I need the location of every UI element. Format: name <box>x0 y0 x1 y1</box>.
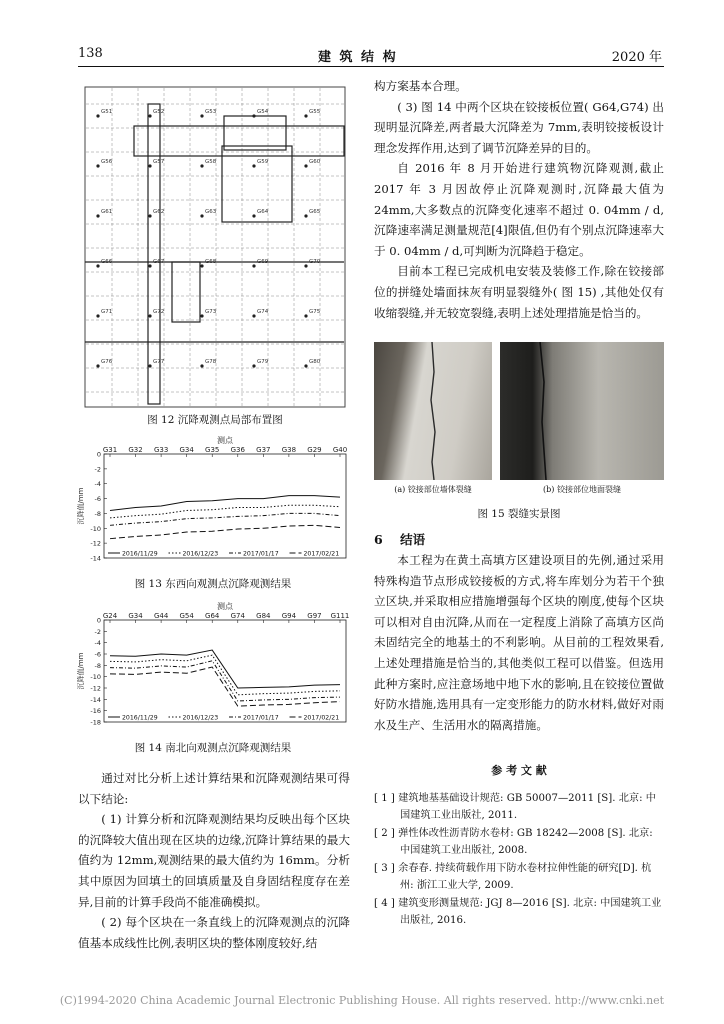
survey-point-label: G69 <box>257 259 269 265</box>
survey-point <box>200 164 203 167</box>
survey-point-label: G70 <box>309 259 321 265</box>
x-tick-label: G38 <box>281 446 297 454</box>
survey-point <box>252 214 255 217</box>
y-tick-label: -6 <box>94 650 101 659</box>
y-axis-title: 沉降值/mm <box>77 652 85 690</box>
survey-point <box>252 264 255 267</box>
survey-point <box>304 114 307 117</box>
survey-point <box>148 214 151 217</box>
survey-point-label: G75 <box>309 309 321 315</box>
survey-point-label: G53 <box>205 109 217 115</box>
y-axis-title: 沉降值/mm <box>77 487 85 525</box>
section-number: 6 <box>374 532 383 547</box>
left-paragraph-2: ( 1) 计算分析和沉降观测结果均反映出每个区块的沉降较大值出现在区块的边缘,沉降计算结果的最大值约为 12mm,观测结果的最大值约为 16mm。分析其中原因为回填土的回填质量及自身固结程度存在差异,目前的计算手段尚不能准确模拟。 <box>78 812 350 909</box>
x-tick-label: G37 <box>256 446 271 454</box>
survey-point <box>200 264 203 267</box>
survey-point <box>200 364 203 367</box>
x-tick-label: G24 <box>102 612 118 620</box>
legend-label: 2017/02/21 <box>303 714 340 722</box>
survey-point <box>148 264 151 267</box>
x-tick-label: G29 <box>307 446 322 454</box>
legend-label: 2017/02/21 <box>303 550 340 558</box>
survey-point <box>96 164 99 167</box>
series-line <box>110 525 340 538</box>
conclusion-text <box>374 550 664 735</box>
right-paragraph-0: 构方案基本合理。 <box>374 79 467 93</box>
survey-point-label: G59 <box>257 159 269 165</box>
left-column-text <box>78 768 350 953</box>
survey-point <box>252 114 255 117</box>
y-tick-label: 0 <box>96 450 101 459</box>
plot-frame <box>104 454 346 558</box>
x-tick-label: G94 <box>281 612 297 620</box>
y-tick-label: -10 <box>90 673 101 682</box>
survey-point-label: G61 <box>101 209 113 215</box>
survey-point <box>96 114 99 117</box>
survey-point-label: G68 <box>205 259 217 265</box>
legend-label: 2017/01/17 <box>243 550 279 558</box>
survey-point <box>252 164 255 167</box>
fig15a-caption: (a) 铰接部位墙体裂缝 <box>394 485 472 494</box>
x-tick-label: G40 <box>332 446 348 454</box>
fig13-caption: 图 13 东西向观测点沉降观测结果 <box>134 578 292 590</box>
journal-title: 建 筑 结 构 <box>318 50 398 65</box>
survey-point <box>200 314 203 317</box>
survey-point <box>148 314 151 317</box>
right-column-text-top <box>374 76 664 323</box>
series-line <box>110 650 340 688</box>
survey-point <box>148 114 151 117</box>
right-paragraph-2: 自 2016 年 8 月开始进行建筑物沉降观测,截止 2017 年 3 月因故停止沉降观测时,沉降最大值为 24mm,大多数点的沉降变化速率不超过 0. 04mm / d,沉降速率满足测量规范[4]限值,但仍有个别点沉降速率大于 0. 04mm / d,可判断为沉降趋于稳定。 <box>374 161 664 258</box>
y-tick-label: -12 <box>90 539 101 548</box>
survey-point-label: G60 <box>309 159 321 165</box>
legend-label: 2016/11/29 <box>122 714 158 722</box>
x-tick-label: G34 <box>128 612 143 620</box>
y-tick-label: -2 <box>94 627 101 636</box>
x-tick-label: G97 <box>307 612 322 620</box>
y-tick-label: -14 <box>90 695 101 704</box>
survey-point-label: G66 <box>101 259 113 265</box>
right-paragraph-1: ( 3) 图 14 中两个区块在铰接板位置( G64,G74) 出现明显沉降差,两者最大沉降差为 7mm,表明铰接板设计理念发挥作用,达到了调节沉降差异的目的。 <box>374 99 664 155</box>
y-tick-label: -14 <box>90 554 101 563</box>
survey-point <box>96 364 99 367</box>
wall-crack-drawing <box>374 342 492 480</box>
survey-point-label: G56 <box>101 159 113 165</box>
x-tick-label: G32 <box>128 446 143 454</box>
survey-point-label: G57 <box>153 159 165 165</box>
reference-item: [ 1 ] 建筑地基基础设计规范: GB 50007—2011 [S]. 北京: 中国建筑工业出版社, 2011. <box>374 793 656 821</box>
survey-point-label: G76 <box>101 359 113 365</box>
survey-point-label: G65 <box>309 209 321 215</box>
survey-point <box>96 314 99 317</box>
survey-point-label: G51 <box>101 109 113 115</box>
x-tick-label: G64 <box>205 612 220 620</box>
x-tick-label: G44 <box>153 612 169 620</box>
y-tick-label: 0 <box>96 616 101 625</box>
x-tick-label: G54 <box>179 612 194 620</box>
series-line <box>110 655 340 695</box>
section-title: 结语 <box>400 532 426 547</box>
survey-point <box>200 214 203 217</box>
floor-crack-drawing <box>500 342 664 480</box>
survey-point-label: G72 <box>153 309 165 315</box>
y-tick-label: -16 <box>90 707 101 716</box>
reference-item: [ 3 ] 余春春. 持续荷载作用下防水卷材拉伸性能的研究[D]. 杭州: 浙江工业大学, 2009. <box>374 863 652 891</box>
fig15b-photo <box>500 342 664 480</box>
x-axis-title: 测点 <box>217 602 233 611</box>
survey-point-label: G63 <box>205 209 217 215</box>
survey-point <box>148 164 151 167</box>
x-tick-label: G84 <box>256 612 271 620</box>
x-tick-label: G33 <box>153 446 169 454</box>
y-tick-label: -12 <box>90 684 101 693</box>
conclusion-paragraph: 本工程为在黄土高填方区建设项目的先例,通过采用特殊构造节点形成铰接板的方式,将车库划分为若干个独立区块,并采取相应措施增强每个区块的刚度,使每个区块可以相对自由沉降,从而在一定程度上消除了高填方区尚未固结完全的地基土的不利影响。从目前的工程效果看,上述处理措施是恰当的,其他类似工程可以借鉴。但选用此种方案时,应注意场地中地下水的影响,且在铰接位置做好防水措施,选用具有一定变形能力的防水材料,做好对雨水及生产、生活用水的隔离措施。 <box>374 553 664 732</box>
page-number: 138 <box>78 46 103 61</box>
copyright-footer: (C)1994-2020 China Academic Journal Electronic Publishing House. All rights reserved. http://www.cnki.net <box>59 994 665 1007</box>
fig12-plan-drawing <box>84 86 346 408</box>
survey-point-label: G71 <box>101 309 113 315</box>
survey-point <box>304 364 307 367</box>
y-tick-label: -10 <box>90 524 101 533</box>
survey-point-label: G67 <box>153 259 165 265</box>
references-list <box>374 790 664 930</box>
fig15-caption: 图 15 裂缝实景图 <box>477 508 561 520</box>
y-tick-label: -18 <box>90 718 101 727</box>
survey-point-label: G55 <box>309 109 321 115</box>
fig15a-photo <box>374 342 492 480</box>
y-tick-label: -4 <box>94 480 101 489</box>
survey-point <box>96 214 99 217</box>
header-rule <box>78 66 664 67</box>
survey-point <box>304 314 307 317</box>
survey-point-label: G62 <box>153 209 165 215</box>
survey-point <box>252 364 255 367</box>
references-title: 参 考 文 献 <box>491 764 547 777</box>
plot-frame <box>104 620 346 722</box>
legend-label: 2016/11/29 <box>122 550 158 558</box>
survey-point-label: G64 <box>257 209 269 215</box>
legend-label: 2017/01/17 <box>243 714 279 722</box>
y-tick-label: -8 <box>94 661 101 670</box>
survey-point <box>304 164 307 167</box>
survey-point <box>304 214 307 217</box>
survey-point-label: G74 <box>257 309 269 315</box>
x-tick-label: G31 <box>102 446 118 454</box>
series-line <box>110 513 340 525</box>
survey-point-label: G54 <box>257 109 269 115</box>
survey-point <box>200 114 203 117</box>
year: 2020 年 <box>611 50 662 65</box>
survey-point-label: G73 <box>205 309 217 315</box>
survey-point <box>252 314 255 317</box>
fig12-caption: 图 12 沉降观测点局部布置图 <box>147 414 283 426</box>
section-6-heading <box>374 530 425 548</box>
survey-point-label: G80 <box>309 359 321 365</box>
x-tick-label: G36 <box>230 446 245 454</box>
x-axis-title: 测点 <box>217 436 233 445</box>
x-tick-label: G35 <box>205 446 220 454</box>
survey-point-label: G77 <box>153 359 165 365</box>
fig13-chart <box>74 434 352 572</box>
survey-point <box>304 264 307 267</box>
y-tick-label: -4 <box>94 639 101 648</box>
reference-item: [ 4 ] 建筑变形测量规范: JGJ 8—2016 [S]. 北京: 中国建筑工业出版社, 2016. <box>374 898 662 926</box>
x-tick-label: G111 <box>330 612 350 620</box>
fig14-caption: 图 14 南北向观测点沉降观测结果 <box>134 742 292 754</box>
left-paragraph-1: 通过对比分析上述计算结果和沉降观测结果可得以下结论: <box>78 771 350 806</box>
fig14-chart <box>74 600 352 736</box>
legend-label: 2016/12/23 <box>182 714 219 722</box>
survey-point <box>96 264 99 267</box>
y-tick-label: -8 <box>94 509 101 518</box>
series-line <box>110 667 340 706</box>
legend-label: 2016/12/23 <box>182 550 219 558</box>
survey-point <box>148 364 151 367</box>
y-tick-label: -2 <box>94 465 101 474</box>
right-paragraph-3: 目前本工程已完成机电安装及装修工作,除在铰接部位的拼缝处墙面抹灰有明显裂缝外( 图 15) ,其他处仅有收缩裂缝,并无较宽裂缝,表明上述处理措施是恰当的。 <box>374 264 664 320</box>
reference-item: [ 2 ] 弹性体改性沥青防水卷材: GB 18242—2008 [S]. 北京: 中国建筑工业出版社, 2008. <box>374 828 653 856</box>
survey-point-label: G78 <box>205 359 217 365</box>
survey-point-label: G79 <box>257 359 269 365</box>
series-line <box>110 661 340 701</box>
fig15b-caption: (b) 铰接部位地面裂缝 <box>543 485 621 494</box>
survey-point-label: G58 <box>205 159 217 165</box>
x-tick-label: G74 <box>230 612 245 620</box>
x-tick-label: G34 <box>179 446 194 454</box>
y-tick-label: -6 <box>94 495 101 504</box>
left-paragraph-3: ( 2) 每个区块在一条直线上的沉降观测点的沉降值基本成线性比例,表明区块的整体刚度较好,结 <box>78 915 350 950</box>
survey-point-label: G52 <box>153 109 165 115</box>
